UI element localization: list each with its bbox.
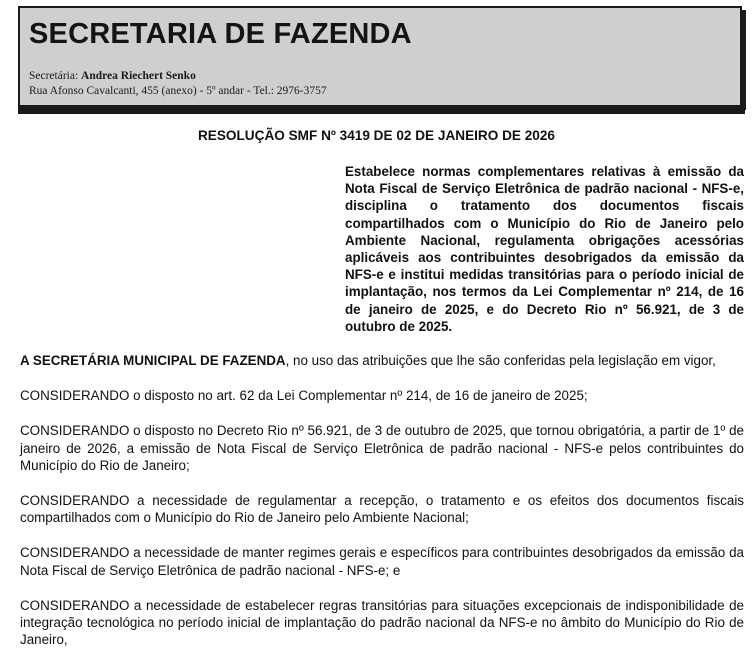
considerando-paragraph: CONSIDERANDO a necessidade de estabelecer regras transitórias para situações excepcionais de indisponibilidade de integração tecnológica no período inicial de implantação do padrão nacional da NFS-e no âmbito do Município do Rio de Janeiro, (20, 597, 744, 648)
considerando-paragraph: CONSIDERANDO a necessidade de regulamentar a recepção, o tratamento e os efeitos dos documentos fiscais compartilhados com o Município do Rio de Janeiro pelo Ambiente Nacional; (20, 493, 744, 526)
considerando-paragraph: CONSIDERANDO a necessidade de manter regimes gerais e específicos para contribuintes desobrigados da emissão da Nota Fiscal de Serviço Eletrônica de padrão nacional - NFS-e; e (20, 545, 744, 578)
considerando-paragraph: CONSIDERANDO o disposto no art. 62 da Lei Complementar nº 214, de 16 de janeiro de 2025; (20, 388, 588, 404)
resolution-ementa: Estabelece normas complementares relativas à emissão da Nota Fiscal de Serviço Eletrônica de padrão nacional - NFS-e, disciplina o tratamento dos documentos fiscais compartilhados com o Município do Rio de Janeiro pelo Ambiente Nacional, regulamenta obrigações acessórias aplicáveis aos contribuintes desobrigados da emissão da NFS-e e institui medidas transitórias para o período inicial de implantação, nos termos da Lei Complementar nº 214, de 16 de janeiro de 2025, e do Decreto Rio nº 56.921, de 3 de outubro de 2025. (345, 164, 744, 334)
department-header (18, 6, 742, 107)
department-title: SECRETARIA DE FAZENDA (29, 18, 412, 50)
resolution-title: RESOLUÇÃO SMF Nº 3419 DE 02 DE JANEIRO DE 2026 (197, 128, 555, 143)
preamble-paragraph (20, 352, 744, 369)
header-shadow-bottom (18, 107, 745, 114)
preamble-authority: A SECRETÁRIA MUNICIPAL DE FAZENDA (20, 353, 286, 368)
secretary-name: Andrea Riechert Senko (81, 70, 196, 82)
resolution-body (20, 352, 744, 666)
considerando-paragraph: CONSIDERANDO o disposto no Decreto Rio nº 56.921, de 3 de outubro de 2025, que tornou obrigatória, a partir de 1º de janeiro de 2026, a emissão de Nota Fiscal de Serviço Eletrônica de padrão nacional - NFS-e pelos contribuintes do Município do Rio de Janeiro; (20, 423, 744, 473)
preamble-text: , no uso das atribuições que lhe são conferidas pela legislação em vigor, (285, 353, 716, 368)
department-address: Rua Afonso Cavalcanti, 455 (anexo) - 5º andar - Tel.: 2976-3757 (29, 85, 327, 97)
secretary-line (29, 70, 196, 82)
secretary-label: Secretária: (29, 70, 79, 82)
header-shadow-right (742, 10, 746, 110)
